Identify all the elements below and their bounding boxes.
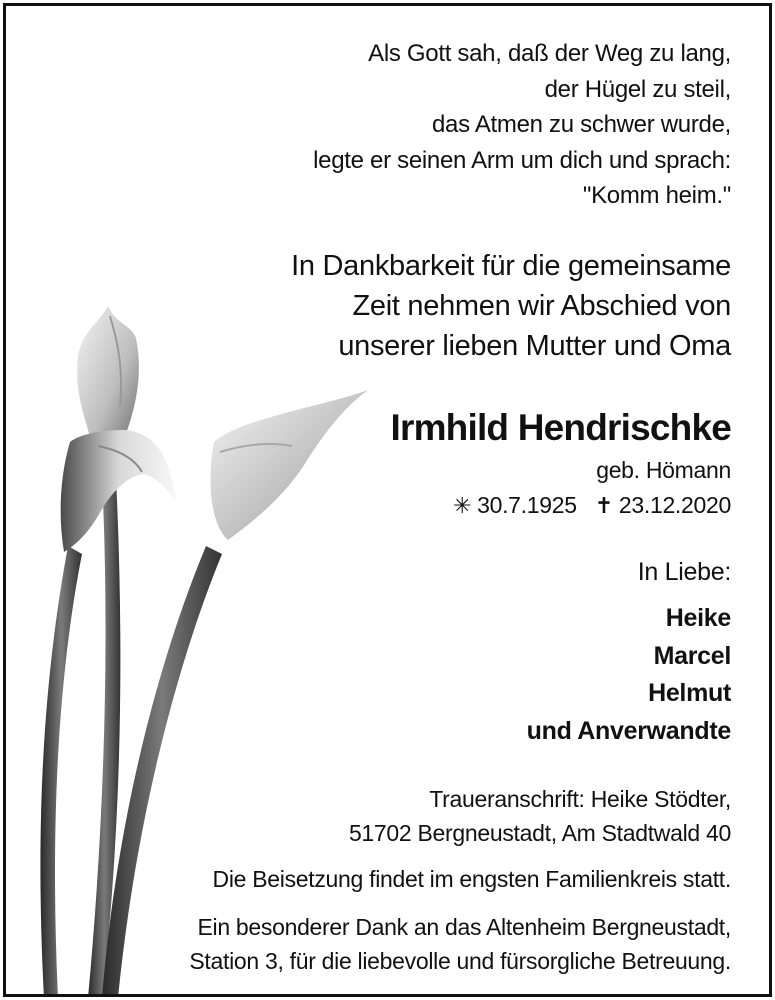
signer-name: Helmut xyxy=(648,679,731,707)
poem xyxy=(313,36,731,214)
signer-name: Marcel xyxy=(653,641,731,670)
gratitude-line: In Dankbarkeit für die gemeinsame xyxy=(291,250,731,282)
love-line: In Liebe: xyxy=(637,558,731,586)
life-dates xyxy=(453,490,731,521)
poem-line: legte er seinen Arm um dich und sprach: xyxy=(313,146,731,174)
thanks-line: Station 3, für die liebevolle und fürsorgliche Betreuung. xyxy=(189,948,731,974)
gratitude-text xyxy=(291,246,731,366)
birth-date: 30.7.1925 xyxy=(477,492,577,518)
death-date: 23.12.2020 xyxy=(618,492,731,518)
poem-line: der Hügel zu steil, xyxy=(544,75,731,103)
mourning-address xyxy=(349,782,731,850)
poem-line: "Komm heim." xyxy=(582,182,731,209)
thanks-text xyxy=(189,910,731,978)
gratitude-line: Zeit nehmen wir Abschied von xyxy=(352,290,731,322)
flower-middle xyxy=(61,430,176,552)
signers-list xyxy=(527,600,731,750)
poem-line: Als Gott sah, daß der Weg zu lang, xyxy=(368,40,731,67)
stem-left xyxy=(40,546,82,997)
signer-name: Heike xyxy=(665,604,731,632)
birth-star-icon: ✳ xyxy=(452,493,472,518)
gratitude-line: unserer lieben Mutter und Oma xyxy=(338,330,731,362)
death-cross-icon: ✝ xyxy=(594,493,613,518)
address-line: 51702 Bergneustadt, Am Stadtwald 40 xyxy=(348,820,731,846)
flower-right xyxy=(210,390,368,540)
obituary-frame xyxy=(3,3,772,997)
birth-name: geb. Hömann xyxy=(596,457,731,483)
deceased-name: Irmhild Hendrischke xyxy=(390,407,731,448)
burial-notice: Die Beisetzung findet im engsten Familienkreis statt. xyxy=(212,866,731,892)
address-line: Traueranschrift: Heike Stödter, xyxy=(429,786,731,812)
flower-top xyxy=(77,306,139,444)
thanks-line: Ein besonderer Dank an das Altenheim Bergneustadt, xyxy=(197,914,731,940)
signer-name: und Anverwandte xyxy=(526,716,731,745)
poem-line: das Atmen zu schwer wurde, xyxy=(431,111,731,138)
